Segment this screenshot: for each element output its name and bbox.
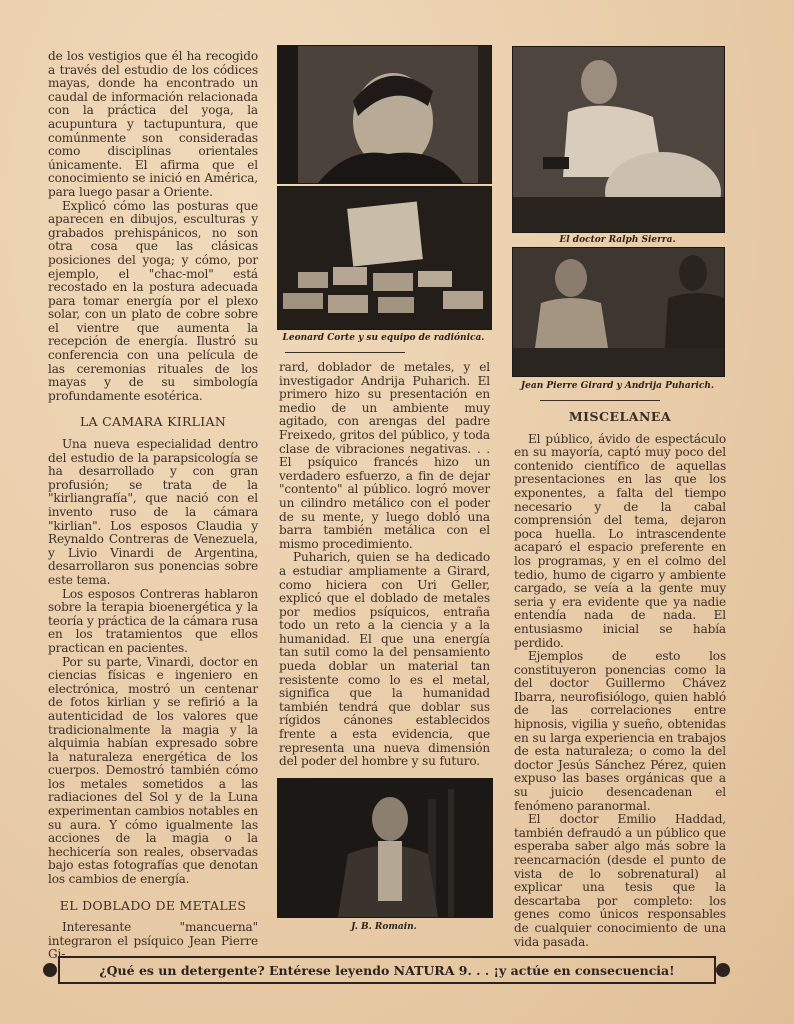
section-heading-metales: EL DOBLADO DE METALES bbox=[59, 897, 247, 913]
caption-girard-puharich: Jean Pierre Girard y Andrija Puharich. bbox=[520, 381, 715, 391]
column-2 bbox=[279, 361, 490, 769]
paragraph: Ejemplos de esto los constituyeron ponencias como la del doctor Guillermo Chávez Ibarra, neurofisiólogo, quien habló de las correlaciones entre hipnosis, vigilia y sueño, obtenidas en su larga experiencia en trabajos de esta naturaleza; o como la del doctor Jesús Sánchez Pérez, quien expuso las bases orgánicas que a su juicio desencadenan el fenómeno paranormal. bbox=[514, 649, 726, 813]
paragraph: de los vestigios que él ha recogido a través del estudio de los códices mayas, donde ha encontrado un caudal de información relacionada con la práctica del yoga, la acupuntura y tactupuntura, que comúnmente son consideradas como disciplinas orientales únicamente. El afirma que el conocimiento se inició en América, para luego pasar a Oriente. bbox=[48, 49, 258, 199]
paragraph: Los esposos Contreras hablaron sobre la terapia bioenergética y la teoría y práctica de la cámara rusa en los tratamientos que ellos practican en pacientes. bbox=[48, 586, 258, 655]
column-3 bbox=[514, 398, 726, 949]
paragraph: rard, doblador de metales, y el investigador Andrija Puharich. El primero hizo su presentación en medio de un ambiente muy agitado, con arengas del padre Freixedo, gritos del público, y toda clase de vibraciones negativas. . . El psíquico francés hizo un verdadero esfuerzo, a fin de dejar "contento" al público. logró mover un cilindro metálico con el poder de su mente, y luego dobló una barra también metálica con el mismo procedimiento. bbox=[279, 360, 490, 551]
paragraph: El público, ávido de espectáculo en su mayoría, captó muy poco del contenido científico de aquellas presentaciones en las que los exponentes, a falta del tiempo necesario y de la cabal comprensión del tema, dejaron poca huella. Lo intrascendente acaparó el espacio preferente en los programas, y en el colmo del tedio, humo de cigarro y ambiente cargado, se veía a la gente muy seria y era evidente que ya nadie entendía nada de nada. El entusiasmo inicial se había perdido. bbox=[514, 431, 726, 650]
column-1 bbox=[48, 50, 258, 962]
section-heading-miscelanea: MISCELANEA bbox=[568, 409, 672, 424]
paragraph: Interesante "mancuerna" integraron el psíquico Jean Pierre Gi- bbox=[48, 920, 258, 962]
caption-radionics: Leonard Corte y su equipo de radiónica. bbox=[282, 333, 485, 343]
flourish-right-icon bbox=[716, 963, 730, 977]
promo-banner bbox=[58, 956, 716, 984]
photo-ralph-sierra bbox=[512, 46, 725, 233]
photo-girard-puharich bbox=[512, 247, 725, 377]
paragraph: Una nueva especialidad dentro del estudio de la parapsicología se ha desarrollado y con gran profusión; se trata de la "kirliangrafía", que nació con el invento ruso de la cámara "kirlian". Los esposos Claudia y Reynaldo Contreras de Venezuela, y Livio Vinardi de Argentina, desarrollaron sus ponencias sobre este tema. bbox=[48, 437, 258, 587]
promo-banner-text: ¿Qué es un detergente? Entérese leyendo NATURA 9. . . ¡y actúe en consecuencia! bbox=[99, 962, 675, 978]
paragraph: El doctor Emilio Haddad, también defraudó a un público que esperaba saber algo más sobre la reencarnación (desde el punto de vista de lo sobrenatural) al explicar una tesis que la descartaba por completo: los genes como únicos responsables de cualquier conocimiento de una vida pasada. bbox=[514, 812, 726, 949]
paragraph: Explicó cómo las posturas que aparecen en dibujos, esculturas y grabados prehispánicos, no son otra cosa que las clásicas posiciones del yoga; y cómo, por ejemplo, el "chac-mol" está recostado en la postura adecuada para tomar energía por el plexo solar, con un plato de cobre sobre el vientre que aumenta la recepción de energía. Ilustró su conferencia con una película de las ceremonias rituales de los mayas y de su simbología profundamente esotérica. bbox=[48, 198, 258, 403]
photo-portrait-man bbox=[277, 45, 492, 184]
section-heading-kirlian: LA CAMARA KIRLIAN bbox=[79, 414, 227, 430]
divider bbox=[285, 352, 405, 353]
photo-romain bbox=[277, 778, 493, 918]
flourish-left-icon bbox=[43, 963, 57, 977]
paragraph: Por su parte, Vinardi, doctor en ciencias físicas e ingeniero en electrónica, mostró un centenar de fotos kirlian y se refirió a la autenticidad de los valores que tradicionalmente la magia y la alquimia habían expresado sobre la naturaleza energética de los cuerpos. Demostró también cómo los metales sometidos a las radiaciones del Sol y de la Luna experimentan cambios notables en su aura. Y cómo igualmente las acciones de la magia o la hechicería son reales, observadas bajo estas fotografías que denotan los cambios de energía. bbox=[48, 654, 258, 887]
photo-radionics-equipment bbox=[277, 186, 492, 330]
paragraph: Puharich, quien se ha dedicado a estudiar ampliamente a Girard, como hiciera con Uri Geller, explicó que el doblado de metales por medios psíquicos, entraña todo un reto a la ciencia y a la humanidad. El que una energía tan sutil como la del pensamiento pueda doblar un material tan resistente como lo es el metal, significa que la humanidad también tendrá que doblar sus rígidos cánones establecidos frente a esta evidencia, que representa una nueva dimensión del poder del hombre y su futuro. bbox=[279, 550, 490, 769]
caption-ralph-sierra: El doctor Ralph Sierra. bbox=[559, 235, 676, 245]
caption-romain: J. B. Romain. bbox=[351, 922, 417, 932]
